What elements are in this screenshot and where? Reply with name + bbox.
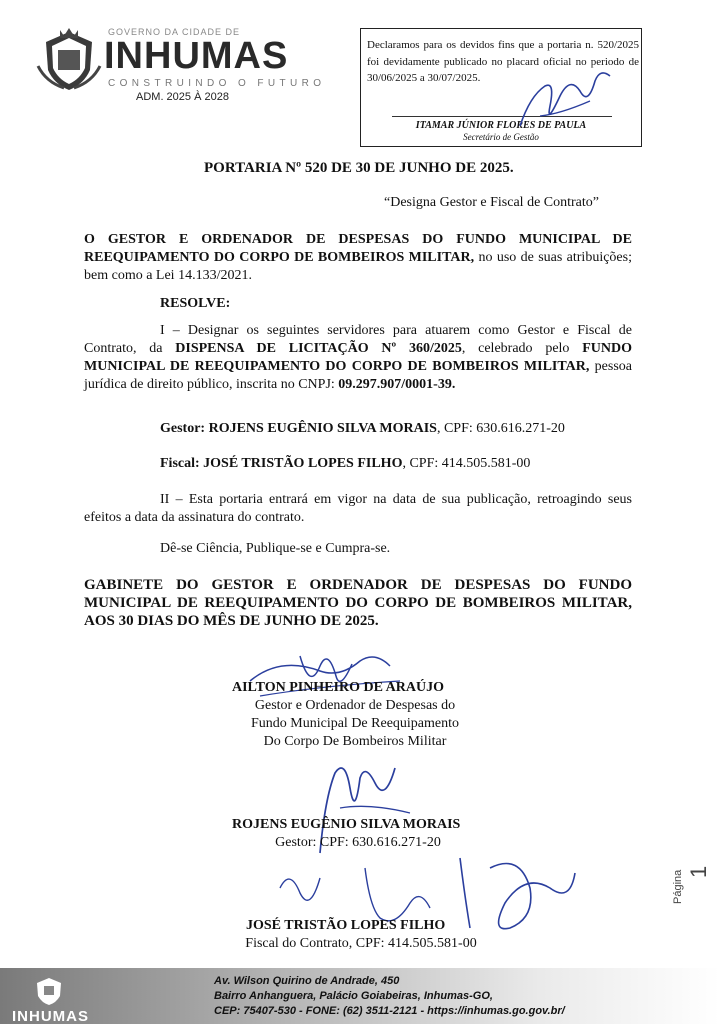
page-number: 1 (686, 865, 711, 878)
signatory-2-role: Gestor: CPF: 630.616.271-20 (275, 835, 441, 850)
signatory-2-name: ROJENS EUGÊNIO SILVA MORAIS (232, 817, 461, 832)
footer-logo-text: INHUMAS (12, 1008, 89, 1025)
declaration-signer-role: Secretário de Gestão (463, 132, 539, 142)
declaration-signer-name: ITAMAR JÚNIOR FLORES DE PAULA (415, 120, 587, 131)
signatory-1-role (230, 697, 480, 751)
signatory-1-role-line-1: Gestor e Ordenador de Despesas do (254, 698, 456, 713)
signatory-3-name: JOSÉ TRISTÃO LOPES FILHO (246, 918, 446, 933)
page-label: Página (672, 869, 684, 904)
art1-dispensa: DISPENSA DE LICITAÇÃO Nº 360/2025 (175, 341, 462, 356)
signatory-3-role: Fiscal do Contrato, CPF: 414.505.581-00 (245, 936, 477, 951)
declaration-handwritten-signature (500, 56, 620, 140)
fiscal-label: Fiscal: (160, 456, 204, 471)
resolve-heading: RESOLVE: (160, 296, 231, 311)
article-1-paragraph (84, 322, 632, 394)
declaration-text: Declaramos para os devidos fins que a portaria n. 520/2025 foi devidamente publicado no placard oficial no periodo de 30/06/2025 a 30/07/2025. (367, 39, 639, 84)
document-summary: “Designa Gestor e Fiscal de Contrato” (384, 195, 599, 210)
art1-text-e: pessoa jurídica de direito público, inscrita no CNPJ: (84, 359, 632, 392)
preamble-paragraph (84, 231, 632, 285)
closing-formula: Dê-se Ciência, Publique-se e Cumpra-se. (160, 541, 391, 556)
gestor-label: Gestor: (160, 421, 209, 436)
signatory-1-role-line-3: Do Corpo De Bombeiros Militar (263, 734, 447, 749)
signatory-1-role-line-2: Fundo Municipal De Reequipamento (250, 716, 460, 731)
signatory-1-name: AILTON PINHEIRO DE ARAÚJO (232, 680, 444, 695)
art1-fund-name: FUNDO MUNICIPAL DE REEQUIPAMENTO DO CORPO DE BOMBEIROS MILITAR, (84, 341, 632, 374)
city-slogan: CONSTRUINDO O FUTURO (108, 78, 326, 89)
administration-period: ADM. 2025 À 2028 (136, 91, 229, 103)
footer-coat-of-arms-icon (30, 976, 68, 1006)
document-title: PORTARIA Nº 520 DE 30 DE JUNHO DE 2025. (204, 160, 514, 176)
art1-text-a: I – Designar os seguintes servidores para atuarem como Gestor e Fiscal de Contrato, da (84, 323, 632, 356)
fiscal-name: JOSÉ TRISTÃO LOPES FILHO (203, 456, 403, 471)
gestor-designation (160, 421, 565, 437)
city-coat-of-arms-icon (34, 26, 104, 96)
footer-address-line-2: Bairro Anhanguera, Palácio Goiabeiras, Inhumas-GO, (214, 990, 493, 1002)
footer-address-line-1: Av. Wilson Quirino de Andrade, 450 (214, 975, 400, 987)
preamble-text: no uso de suas atribuições; bem como a Lei 14.133/2021. (84, 250, 632, 283)
gestor-cpf: , CPF: 630.616.271-20 (436, 421, 565, 436)
gestor-name: ROJENS EUGÊNIO SILVA MORAIS (208, 421, 437, 436)
fiscal-cpf: , CPF: 414.505.581-00 (402, 456, 531, 471)
gabinete-statement: GABINETE DO GESTOR E ORDENADOR DE DESPESAS DO FUNDO MUNICIPAL DE REEQUIPAMENTO DO CORPO DE BOMBEIROS MILITAR, AOS 30 DIAS DO MÊS DE JUNHO DE 2025. (84, 577, 632, 629)
footer-address-line-3: CEP: 75407-530 - FONE: (62) 3511-2121 - https://inhumas.go.gov.br/ (214, 1005, 565, 1017)
art1-cnpj: 09.297.907/0001-39. (338, 377, 456, 392)
preamble-authority: O GESTOR E ORDENADOR DE DESPESAS DO FUNDO MUNICIPAL DE REEQUIPAMENTO DO CORPO DE BOMBEIROS MILITAR, (84, 232, 632, 265)
government-label: GOVERNO DA CIDADE DE (108, 27, 241, 37)
fiscal-designation (160, 456, 530, 472)
art1-text-c: , celebrado pelo (461, 341, 583, 356)
article-2-paragraph: II – Esta portaria entrará em vigor na data de sua publicação, retroagindo seus efeitos a data da assinatura do contrato. (84, 492, 632, 525)
city-name-logo-text: INHUMAS (104, 35, 289, 77)
